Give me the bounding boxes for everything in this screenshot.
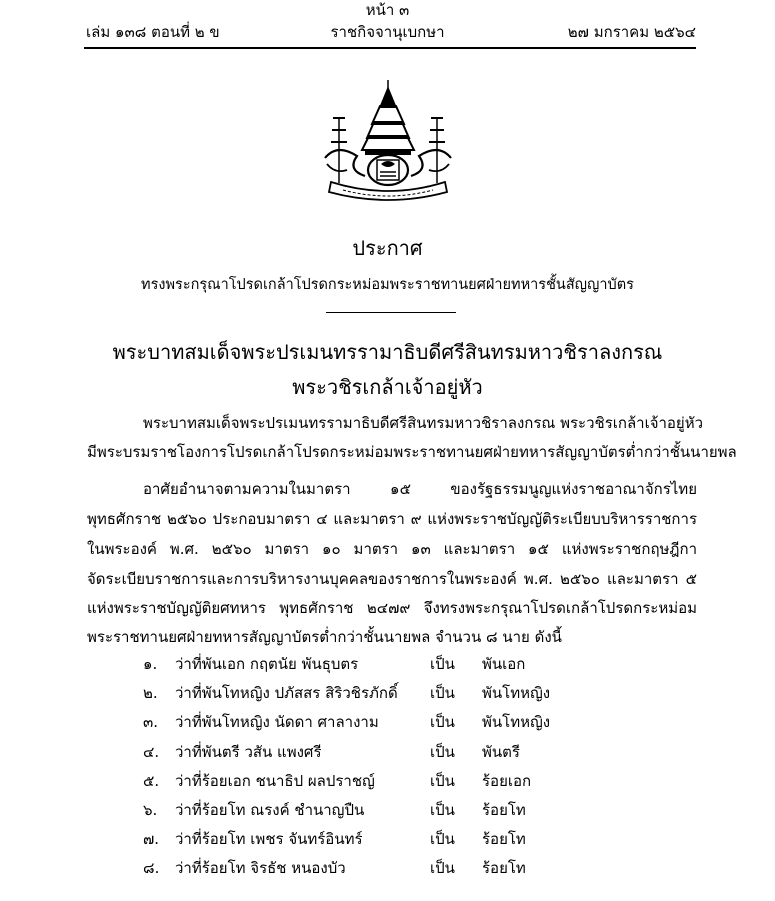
paragraph2-line: ในพระองค์ พ.ศ. ๒๕๖๐ มาตรา ๑๐ มาตรา ๑๓ และมาตรา ๑๕ แห่งพระราชกฤษฎีกา: [87, 540, 697, 558]
paragraph2-line: อาศัยอำนาจตามความในมาตรา ๑๕ ของรัฐธรรมนูญแห่งราชอาณาจักรไทย: [143, 480, 697, 498]
be-word: เป็น: [430, 655, 455, 673]
item-number: ๑.: [143, 655, 158, 673]
header-divider: [84, 47, 696, 49]
king-title-line1: พระบาทสมเด็จพระปรเมนทรรามาธิบดีศรีสินทรมหาวชิราลงกรณ: [112, 340, 663, 364]
be-word: เป็น: [430, 801, 455, 819]
document-type: ประกาศ: [352, 236, 423, 260]
item-number: ๓.: [143, 713, 159, 731]
item-number: ๖.: [143, 801, 158, 819]
nominee-name: ว่าที่ร้อยโท ณรงค์ ชำนาญปืน: [175, 801, 365, 819]
rank: ร้อยเอก: [482, 772, 532, 790]
nominee-name: ว่าที่ร้อยโท เพชร จันทร์อินทร์: [175, 830, 363, 848]
rank: พันเอก: [482, 655, 526, 673]
publication-date: ๒๗ มกราคม ๒๕๖๔: [567, 23, 696, 41]
paragraph2-line: แห่งพระราชบัญญัติยศทหาร พุทธศักราช ๒๔๗๙ จึงทรงพระกรุณาโปรดเกล้าโปรดกระหม่อม: [87, 599, 697, 617]
volume-issue: เล่ม ๑๓๘ ตอนที่ ๒ ข: [86, 23, 220, 41]
title-divider: [326, 312, 456, 313]
rank: พันโทหญิง: [482, 713, 551, 731]
be-word: เป็น: [430, 830, 455, 848]
rank: ร้อยโท: [482, 830, 526, 848]
paragraph1-line: มีพระบรมราชโองการโปรดเกล้าโปรดกระหม่อมพระราชทานยศฝ่ายทหารสัญญาบัตรต่ำกว่าชั้นนายพล: [87, 443, 737, 461]
gazette-name: ราชกิจจานุเบกษา: [330, 23, 445, 41]
nominee-name: ว่าที่พันโทหญิง ปภัสสร สิริวชิรภักดิ์: [175, 684, 398, 702]
rank: พันโทหญิง: [482, 684, 551, 702]
paragraph2-line: จัดระเบียบราชการและการบริหารงานบุคคลของราชการในพระองค์ พ.ศ. ๒๕๖๐ และมาตรา ๕: [87, 570, 697, 588]
document-subtitle: ทรงพระกรุณาโปรดเกล้าโปรดกระหม่อมพระราชทานยศฝ่ายทหารชั้นสัญญาบัตร: [141, 277, 634, 293]
item-number: ๘.: [143, 859, 160, 877]
be-word: เป็น: [430, 684, 455, 702]
paragraph1-line: พระบาทสมเด็จพระปรเมนทรรามาธิบดีศรีสินทรมหาวชิราลงกรณ พระวชิรเกล้าเจ้าอยู่หัว: [143, 414, 704, 432]
paragraph2-line: พระราชทานยศฝ่ายทหารสัญญาบัตรต่ำกว่าชั้นนายพล จำนวน ๘ นาย ดังนี้: [87, 628, 562, 646]
rank: ร้อยโท: [482, 801, 526, 819]
page-number: หน้า ๓: [365, 1, 410, 19]
nominee-name: ว่าที่ร้อยเอก ชนาธิป ผลปราชญ์: [175, 772, 375, 790]
nominee-name: ว่าที่ร้อยโท จิรธัช หนองบัว: [175, 859, 346, 877]
rank: ร้อยโท: [482, 859, 526, 877]
paragraph2-line: พุทธศักราช ๒๕๖๐ ประกอบมาตรา ๔ และมาตรา ๙ แห่งพระราชบัญญัติระเบียบบริหารราชการ: [87, 510, 697, 528]
nominee-name: ว่าที่พันเอก กฤตนัย พันธุบตร: [175, 655, 359, 673]
be-word: เป็น: [430, 772, 455, 790]
item-number: ๕.: [143, 772, 160, 790]
item-number: ๗.: [143, 830, 160, 848]
nominee-name: ว่าที่พันโทหญิง นัดดา ศาลางาม: [175, 713, 379, 731]
rank: พันตรี: [482, 743, 520, 761]
be-word: เป็น: [430, 713, 455, 731]
royal-cypher-emblem-icon: [317, 78, 459, 206]
item-number: ๔.: [143, 743, 160, 761]
be-word: เป็น: [430, 743, 455, 761]
king-title-line2: พระวชิรเกล้าเจ้าอยู่หัว: [292, 375, 483, 399]
item-number: ๒.: [143, 684, 158, 702]
be-word: เป็น: [430, 859, 455, 877]
nominee-name: ว่าที่พันตรี วสัน แพงศรี: [175, 743, 322, 761]
